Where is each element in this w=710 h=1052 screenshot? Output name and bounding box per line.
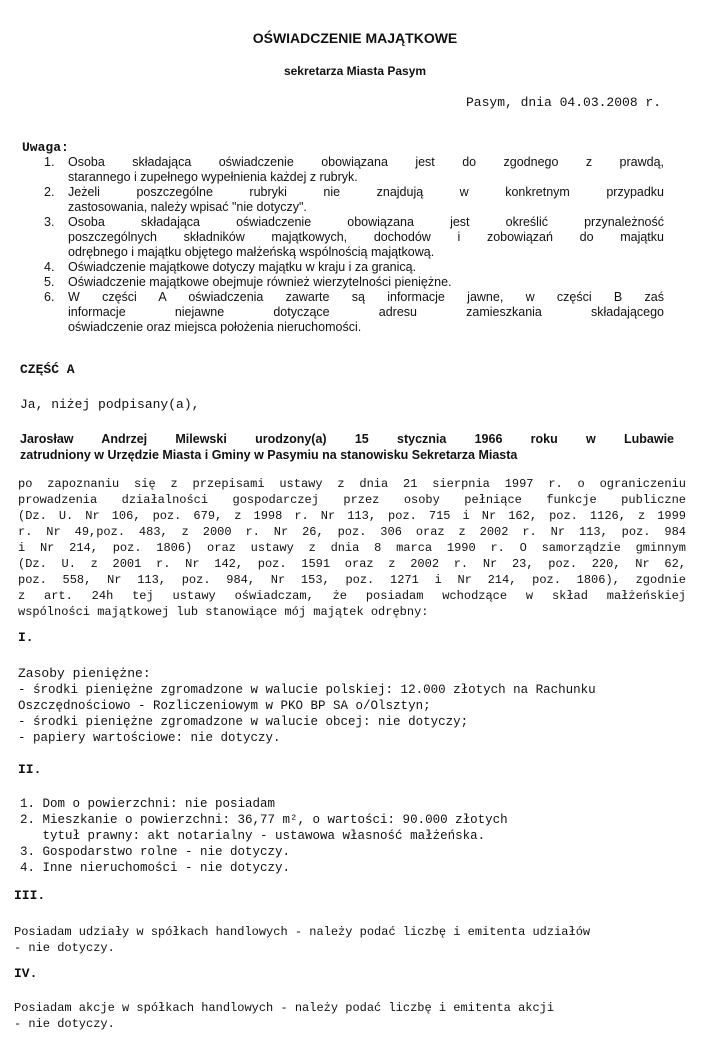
section-3-body: Posiadam udziały w spółkach handlowych - należy podać liczbę i emitenta udziałów - nie dotyczy. [14, 925, 591, 955]
document-subtitle: sekretarza Miasta Pasym [283, 64, 427, 78]
document-title: OŚWIADCZENIE MAJĄTKOWE [252, 30, 458, 46]
section-4-numeral: IV. [14, 966, 38, 981]
uwaga-label: Uwaga: [22, 140, 69, 155]
statement-paragraph: po zapoznaniu się z przepisami ustawy z dnia 21 sierpnia 1997 r. o ograniczeniu prowadzenia działalności gospodarczej przez osoby pełniące funkcje publiczne (Dz. U. Nr 106, poz. 679, z 1998 r. Nr 113, poz. 715 i Nr 162, poz. 1126, z 1999 r. Nr 49,poz. 483, z 2000 r. Nr 26, poz. 306 oraz z 2002 r. Nr 113, poz. 984 i Nr 214, poz. 1806) oraz ustawy z dnia 8 marca 1990 r. O samorządzie gminnym (Dz. U. z 2001 r. Nr 142, poz. 1591 oraz z 2002 r. Nr 23, poz. 220, Nr 62, poz. 558, Nr 113, poz. 984, Nr 153, poz. 1271 i Nr 214, poz. 1806), zgodnie z art. 24h tej ustawy oświadczam, że posiadam wchodzące w skład małżeńskiej wspólności majątkowej lub stanowiące mój majątek odrębny: [18, 477, 686, 619]
uwaga-item-5: 5. Oświadczenie majątkowe obejmuje również wierzytelności pieniężne. [44, 275, 452, 289]
section-1-heading: Zasoby pieniężne: [18, 666, 151, 681]
uwaga-item-2: 2. Jeżeli poszczególne rubryki nie znajdują w konkretnym przypadku zastosowania, należy wpisać "nie dotyczy". [44, 185, 664, 214]
uwaga-item-4: 4. Oświadczenie majątkowe dotyczy majątku w kraju i za granicą. [44, 260, 417, 274]
uwaga-item-1: 1. Osoba składająca oświadczenie obowiązana jest do zgodnego z prawdą, starannego i zupełnego wypełnienia każdej z rubryk. [44, 155, 664, 184]
uwaga-item-3: 3. Osoba składająca oświadczenie obowiązana jest określić przynależność poszczególnych składników majątkowych, dochodów i zobowiązań do majątku odrębnego i majątku objętego małżeńską wspólnością majątkową. [44, 215, 664, 259]
uwaga-list [44, 155, 664, 335]
section-2-numeral: II. [18, 762, 42, 777]
intro-line: Ja, niżej podpisany(a), [20, 397, 200, 412]
section-2-body: 1. Dom o powierzchni: nie posiadam 2. Mieszkanie o powierzchni: 36,77 m², o wartości: 90.000 złotych tytuł prawny: akt notarialny - ustawowa własność małżeńska. 3. Gospodarstwo rolne - nie dotyczy. 4. Inne nieruchomości - nie dotyczy. [20, 797, 508, 875]
person-info: Jarosław Andrzej Milewski urodzony(a) 15 stycznia 1966 roku w Lubawie zatrudniony w Urzędzie Miasta i Gminy w Pasymiu na stanowisku Sekretarza Miasta [20, 432, 674, 462]
section-1-numeral: I. [18, 630, 34, 645]
section-1-body: - środki pieniężne zgromadzone w walucie polskiej: 12.000 złotych na Rachunku Oszczędnościowo - Rozliczeniowym w PKO BP SA o/Olsztyn; - środki pieniężne zgromadzone w walucie obcej: nie dotyczy; - papiery wartościowe: nie dotyczy. [18, 683, 596, 745]
date-line: Pasym, dnia 04.03.2008 r. [466, 95, 662, 110]
section-3-numeral: III. [14, 888, 46, 903]
czesc-a-heading: CZĘŚĆ A [20, 362, 75, 377]
uwaga-item-6: 6. W części A oświadczenia zawarte są informacje jawne, w części B zaś informacje niejawne dotyczące adresu zamieszkania składającego oświadczenie oraz miejsca położenia nieruchomości. [44, 290, 664, 334]
section-4-body: Posiadam akcje w spółkach handlowych - należy podać liczbę i emitenta akcji - nie dotyczy. [14, 1001, 555, 1031]
